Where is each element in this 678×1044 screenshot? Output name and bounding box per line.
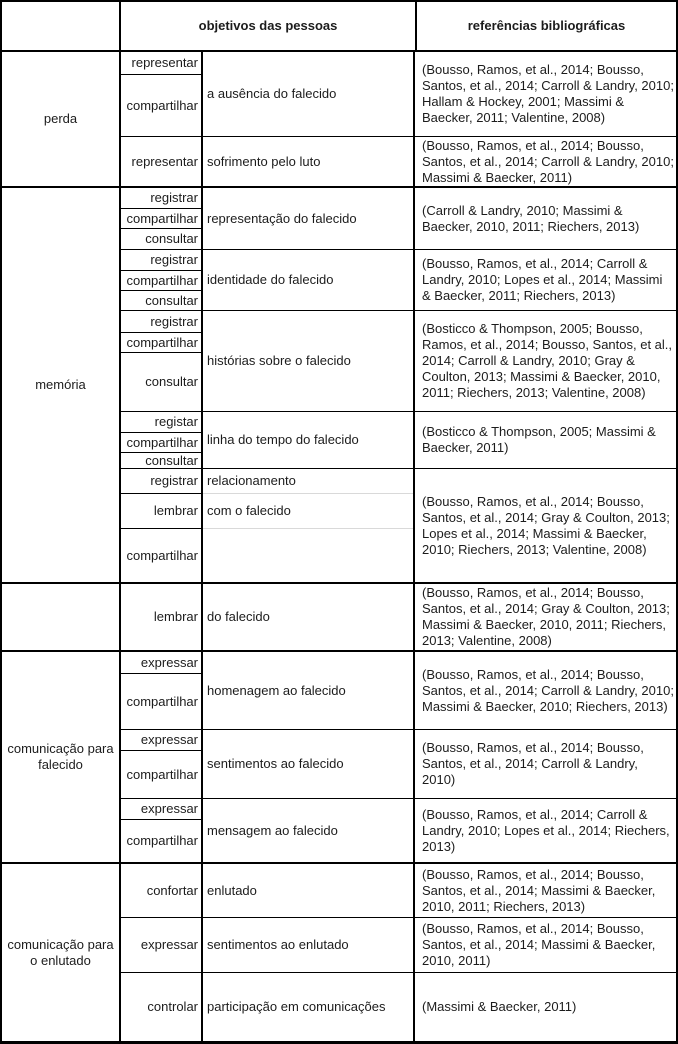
objective-cell: mensagem ao falecido [203, 799, 415, 862]
group-label: perda [2, 52, 121, 186]
references-cell: (Bousso, Ramos, et al., 2014; Bousso, Santos, et al., 2014; Gray & Coulton, 2013; Massimi & Baecker, 2010, 2011; Riechers, 2013; Valentine, 2008) [422, 585, 670, 648]
header-empty-cell [2, 2, 121, 50]
table-row [121, 310, 676, 411]
references-cell: (Bousso, Ramos, et al., 2014; Bousso, Santos, et al., 2014; Carroll & Landry, 2010; Hallam & Hockey, 2001; Massimi & Baecker, 2011; Valentine, 2008) [422, 62, 674, 125]
group-memoria [2, 186, 676, 582]
verb-cell: consultar [121, 452, 201, 469]
table-row [121, 584, 676, 650]
references-cell: (Bousso, Ramos, et al., 2014; Carroll & Landry, 2010; Lopes et al., 2014; Massimi & Baecker, 2011; Riechers, 2013) [422, 256, 663, 303]
verb-cell: compartilhar [121, 528, 201, 582]
objective-cell: sentimentos ao falecido [203, 730, 415, 798]
verb-cell: expressar [140, 937, 198, 952]
objective-cell: participação em comunicações [203, 973, 415, 1041]
verb-cell: registrar [150, 313, 198, 329]
references-cell: (Bosticco & Thompson, 2005; Bousso, Ramos, et al., 2014; Bousso, Santos, et al., 2014; Carroll & Landry, 2010; Gray & Coulton, 2013; Massimi & Baecker, 2010, 2011; Riechers, 2013; Valentine, 2008) [422, 321, 673, 400]
table-row [121, 917, 676, 972]
verb-cell: compartilhar [121, 432, 201, 452]
verb-cell: compartilhar [121, 74, 201, 136]
group-label: comunicação para o enlutado [2, 864, 121, 1041]
group-unlabeled [2, 582, 676, 650]
objective-cell: identidade do falecido [203, 250, 415, 310]
objective-cell: homenagem ao falecido [203, 652, 415, 729]
objective-cell: do falecido [203, 584, 415, 650]
header-references: referências bibliográficas [467, 18, 626, 33]
references-cell: (Bousso, Ramos, et al., 2014; Bousso, Santos, et al., 2014; Massimi & Baecker, 2010, 2011) [422, 921, 656, 968]
verb-cell: consultar [121, 352, 201, 411]
objective-cell: representação do falecido [203, 188, 415, 249]
objective-cell: enlutado [203, 864, 415, 917]
references-cell: (Massimi & Baecker, 2011) [422, 999, 577, 1014]
verb-cell: compartilhar [121, 673, 201, 729]
verb-cell: registrar [150, 190, 198, 205]
table-row [121, 411, 676, 468]
objective-line [203, 528, 413, 582]
table-row [121, 972, 676, 1041]
verb-cell: lembrar [121, 493, 201, 528]
verb-cell: representar [131, 153, 198, 169]
verb-cell: confortar [146, 882, 198, 898]
verb-cell: compartilhar [121, 332, 201, 352]
verb-cell: registar [154, 414, 198, 429]
group-comunicacao-enlutado [2, 862, 676, 1041]
objective-cell: sentimentos ao enlutado [203, 918, 415, 972]
verb-cell: consultar [121, 228, 201, 249]
references-cell: (Bousso, Ramos, et al., 2014; Bousso, Santos, et al., 2014; Massimi & Baecker, 2010, 2011; Riechers, 2013) [422, 866, 656, 914]
table-row [121, 188, 676, 249]
references-cell: (Bousso, Ramos, et al., 2014; Carroll & Landry, 2010; Lopes et al., 2014; Riechers, 2013) [422, 806, 670, 854]
group-label [2, 584, 121, 650]
verb-cell: consultar [121, 290, 201, 310]
table-row [121, 249, 676, 310]
table-row [121, 652, 676, 729]
verb-cell: compartilhar [121, 750, 201, 798]
table-row [121, 798, 676, 862]
verb-cell: expressar [140, 801, 198, 816]
references-cell: (Carroll & Landry, 2010; Massimi & Baecker, 2010, 2011; Riechers, 2013) [422, 202, 640, 234]
verb-cell: compartilhar [121, 208, 201, 228]
verb-cell: compartilhar [121, 270, 201, 290]
group-label: comunicação para falecido [2, 652, 121, 862]
objective-cell: a ausência do falecido [203, 52, 415, 136]
references-cell: (Bousso, Ramos, et al., 2014; Bousso, Santos, et al., 2014; Carroll & Landry, 2010; Massimi & Baecker, 2010; Riechers, 2013) [422, 666, 674, 714]
verb-cell: lembrar [153, 609, 198, 624]
objective-cell [203, 469, 415, 582]
group-comunicacao-falecido [2, 650, 676, 862]
references-cell: (Bousso, Ramos, et al., 2014; Bousso, Santos, et al., 2014; Gray & Coulton, 2013; Lopes et al., 2014; Massimi & Baecker, 2010; Riechers, 2013; Valentine, 2008) [422, 493, 670, 557]
table-row [121, 52, 676, 136]
verb-cell: registrar [150, 473, 198, 488]
objective-cell: linha do tempo do falecido [203, 412, 415, 468]
references-cell: (Bousso, Ramos, et al., 2014; Bousso, Santos, et al., 2014; Carroll & Landry, 2010; Massimi & Baecker, 2011) [422, 137, 674, 185]
verb-cell: compartilhar [121, 819, 201, 862]
group-perda [2, 52, 676, 186]
verb-cell: registrar [150, 252, 198, 267]
table-row [121, 136, 676, 186]
references-cell: (Bousso, Ramos, et al., 2014; Bousso, Santos, et al., 2014; Carroll & Landry, 2010) [422, 740, 644, 787]
references-cell: (Bosticco & Thompson, 2005; Massimi & Baecker, 2011) [422, 424, 656, 455]
verb-cell: representar [131, 55, 198, 70]
objective-cell: sofrimento pelo luto [203, 137, 415, 186]
table-row [121, 468, 676, 582]
table-header-row [2, 2, 676, 52]
objective-line: relacionamento [207, 473, 296, 488]
objective-cell: histórias sobre o falecido [203, 311, 415, 411]
header-objectives: objetivos das pessoas [121, 2, 417, 50]
verb-cell: controlar [147, 999, 198, 1014]
verb-cell: expressar [140, 732, 198, 747]
group-label: memória [2, 188, 121, 582]
table-row [121, 729, 676, 798]
table-row [121, 864, 676, 917]
verb-cell: expressar [140, 654, 198, 670]
objective-line: com o falecido [203, 493, 413, 528]
